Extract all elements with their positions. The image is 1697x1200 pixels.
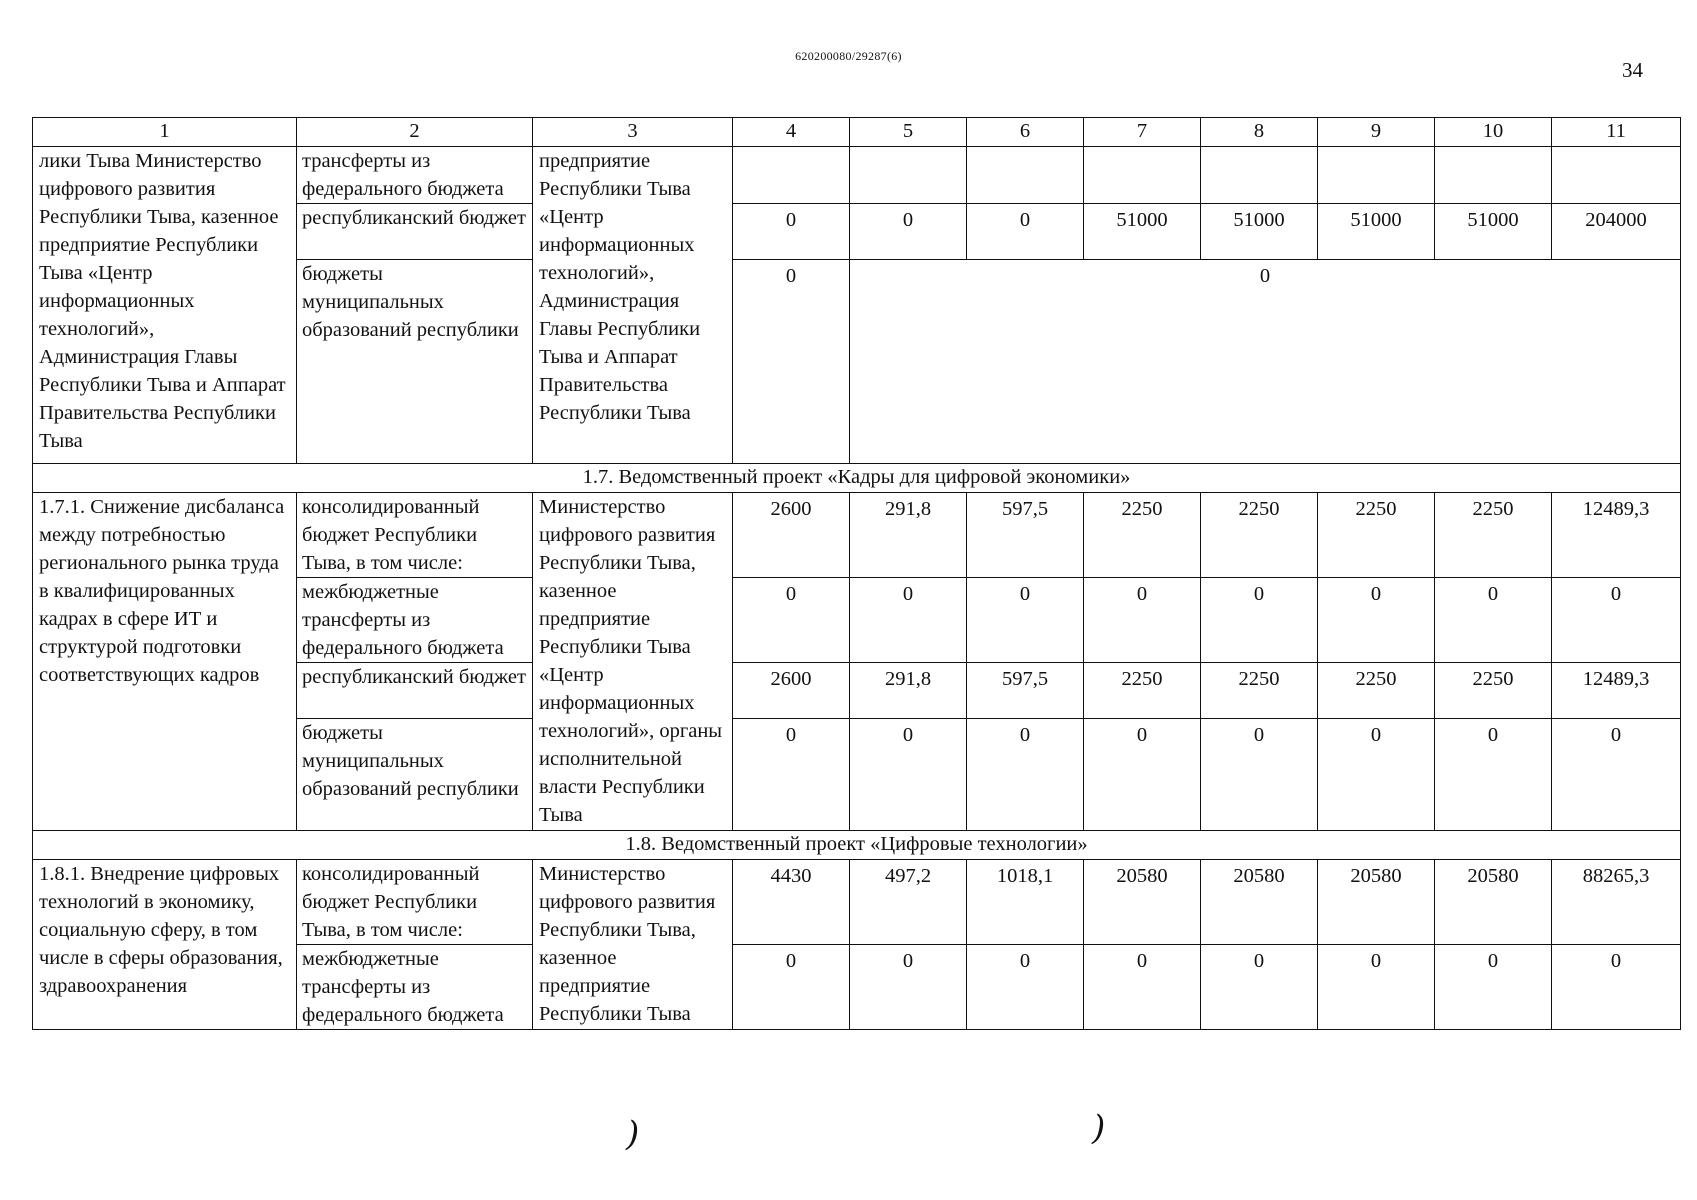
value-cell: 20580 bbox=[1435, 860, 1552, 945]
value-cell: 0 bbox=[1435, 719, 1552, 831]
column-header: 8 bbox=[1201, 118, 1318, 147]
value-cell bbox=[1552, 147, 1681, 204]
funding-source-cell: республиканский бюджет bbox=[297, 204, 533, 260]
value-cell: 597,5 bbox=[967, 663, 1084, 719]
value-cell: 2600 bbox=[733, 493, 850, 578]
table-row bbox=[33, 860, 1681, 945]
event-cell: 1.7.1. Снижение дисбаланса между потребностью регионального рынка труда в квалифицированных кадрах в сфере ИТ и структурой подготовки соответствующих кадров bbox=[33, 493, 297, 831]
value-cell bbox=[850, 147, 967, 204]
funding-source-cell: консолидированный бюджет Республики Тыва, в том числе: bbox=[297, 860, 533, 945]
value-cell: 0 bbox=[1318, 945, 1435, 1030]
value-cell: 0 bbox=[850, 945, 967, 1030]
value-cell bbox=[733, 147, 850, 204]
value-cell: 0 bbox=[733, 204, 850, 260]
column-header: 2 bbox=[297, 118, 533, 147]
value-cell: 20580 bbox=[1318, 860, 1435, 945]
value-cell: 2250 bbox=[1084, 663, 1201, 719]
document-code: 620200080/29287(6) bbox=[795, 49, 902, 63]
value-cell: 2600 bbox=[733, 663, 850, 719]
value-cell bbox=[1435, 147, 1552, 204]
value-cell bbox=[1084, 147, 1201, 204]
page-number: 34 bbox=[1622, 58, 1643, 82]
column-header: 4 bbox=[733, 118, 850, 147]
value-cell: 20580 bbox=[1084, 860, 1201, 945]
value-cell: 2250 bbox=[1435, 663, 1552, 719]
scan-mark-left: ) bbox=[626, 1114, 640, 1154]
value-cell: 204000 bbox=[1552, 204, 1681, 260]
value-cell: 12489,3 bbox=[1552, 663, 1681, 719]
section-row bbox=[33, 831, 1681, 860]
section-title: 1.8. Ведомственный проект «Цифровые технологии» bbox=[33, 831, 1681, 860]
value-cell: 2250 bbox=[1201, 663, 1318, 719]
event-cell: лики Тыва Министерство цифрового развития Республики Тыва, казенное предприятие Республики Тыва «Центр информационных технологий», Администрация Главы Республики Тыва и Аппарат Правительства Республики Тыва bbox=[33, 147, 297, 464]
value-cell bbox=[1318, 147, 1435, 204]
value-cell: 0 bbox=[1084, 719, 1201, 831]
value-cell: 0 bbox=[967, 945, 1084, 1030]
funding-source-cell: консолидированный бюджет Республики Тыва, в том числе: bbox=[297, 493, 533, 578]
value-cell: 0 bbox=[1201, 719, 1318, 831]
column-header: 10 bbox=[1435, 118, 1552, 147]
value-cell: 0 bbox=[733, 945, 850, 1030]
table-row bbox=[33, 147, 1681, 204]
section-title: 1.7. Ведомственный проект «Кадры для цифровой экономики» bbox=[33, 464, 1681, 493]
value-cell: 0 bbox=[733, 719, 850, 831]
value-cell: 0 bbox=[1201, 578, 1318, 663]
scan-mark-right: ) bbox=[1092, 1108, 1106, 1148]
funding-source-cell: республиканский бюджет bbox=[297, 663, 533, 719]
value-cell: 51000 bbox=[1435, 204, 1552, 260]
value-cell: 2250 bbox=[1318, 663, 1435, 719]
column-header: 6 bbox=[967, 118, 1084, 147]
value-cell: 51000 bbox=[1201, 204, 1318, 260]
budget-table bbox=[32, 117, 1681, 1030]
section-row bbox=[33, 464, 1681, 493]
executor-cell: Министерство цифрового развития Республики Тыва, казенное предприятие Республики Тыва bbox=[533, 860, 733, 1030]
value-cell: 0 bbox=[967, 204, 1084, 260]
value-cell: 2250 bbox=[1084, 493, 1201, 578]
value-cell: 20580 bbox=[1201, 860, 1318, 945]
funding-source-cell: межбюджетные трансферты из федерального бюджета bbox=[297, 945, 533, 1030]
column-header: 3 bbox=[533, 118, 733, 147]
value-cell: 0 bbox=[1552, 578, 1681, 663]
value-cell: 0 bbox=[733, 260, 850, 464]
value-cell: 0 bbox=[733, 578, 850, 663]
value-cell: 0 bbox=[850, 578, 967, 663]
value-cell: 2250 bbox=[1201, 493, 1318, 578]
value-cell: 0 bbox=[1084, 945, 1201, 1030]
funding-source-cell: межбюджетные трансферты из федерального бюджета bbox=[297, 578, 533, 663]
value-cell bbox=[1201, 147, 1318, 204]
value-cell: 88265,3 bbox=[1552, 860, 1681, 945]
column-header: 7 bbox=[1084, 118, 1201, 147]
value-cell: 0 bbox=[1552, 945, 1681, 1030]
executor-cell: предприятие Республики Тыва «Центр информационных технологий», Администрация Главы Республики Тыва и Аппарат Правительства Республики Тыва bbox=[533, 147, 733, 464]
value-cell: 0 bbox=[1435, 945, 1552, 1030]
value-cell: 0 bbox=[1318, 578, 1435, 663]
value-cell: 0 bbox=[967, 719, 1084, 831]
value-cell: 0 bbox=[850, 719, 967, 831]
value-cell: 0 bbox=[967, 578, 1084, 663]
funding-source-cell: бюджеты муниципальных образований республики bbox=[297, 260, 533, 464]
column-header: 1 bbox=[33, 118, 297, 147]
table-row bbox=[33, 493, 1681, 578]
value-cell: 2250 bbox=[1318, 493, 1435, 578]
value-cell: 1018,1 bbox=[967, 860, 1084, 945]
column-header: 5 bbox=[850, 118, 967, 147]
funding-source-cell: бюджеты муниципальных образований республики bbox=[297, 719, 533, 831]
value-cell: 0 bbox=[1318, 719, 1435, 831]
value-cell: 12489,3 bbox=[1552, 493, 1681, 578]
column-header-row bbox=[33, 118, 1681, 147]
value-cell: 0 bbox=[1435, 578, 1552, 663]
executor-cell: Министерство цифрового развития Республики Тыва, казенное предприятие Республики Тыва «Центр информационных технологий», органы исполнительной власти Республики Тыва bbox=[533, 493, 733, 831]
funding-source-cell: трансферты из федерального бюджета bbox=[297, 147, 533, 204]
value-cell: 291,8 bbox=[850, 663, 967, 719]
value-cell bbox=[967, 147, 1084, 204]
value-cell: 0 bbox=[1084, 578, 1201, 663]
column-header: 9 bbox=[1318, 118, 1435, 147]
value-cell: 497,2 bbox=[850, 860, 967, 945]
value-cell: 0 bbox=[1201, 945, 1318, 1030]
column-header: 11 bbox=[1552, 118, 1681, 147]
value-cell: 51000 bbox=[1084, 204, 1201, 260]
value-cell: 4430 bbox=[733, 860, 850, 945]
value-cell: 2250 bbox=[1435, 493, 1552, 578]
value-cell: 291,8 bbox=[850, 493, 967, 578]
value-cell: 51000 bbox=[1318, 204, 1435, 260]
event-cell: 1.8.1. Внедрение цифровых технологий в экономику, социальную сферу, в том числе в сферы образования, здравоохранения bbox=[33, 860, 297, 1030]
value-cell: 0 bbox=[1552, 719, 1681, 831]
value-cell: 597,5 bbox=[967, 493, 1084, 578]
value-cell-merged: 0 bbox=[850, 260, 1681, 464]
value-cell: 0 bbox=[850, 204, 967, 260]
